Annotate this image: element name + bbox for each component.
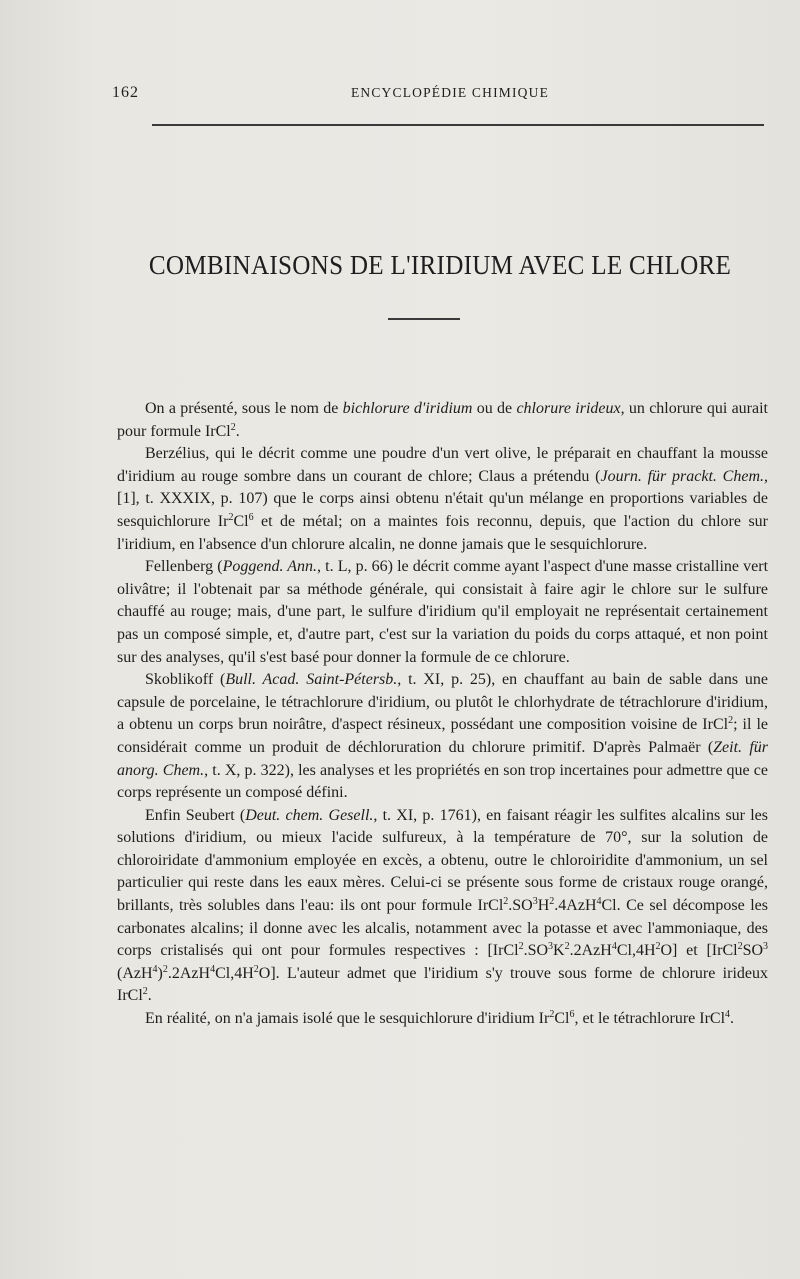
text-run: , t. L, p. 66) le décrit comme ayant l'aspect d'une masse cristalline vert olivâtre; il l'obtenait par sa méthode générale, qui consistait à faire agir le chlore sur le sulfure chauffé au rouge; mais, d'une part, le sulfure d'iridium qu'il employait ne représentait certainement pas un composé simple, et, d'autre part, c'est sur la variation du poids du corps attaqué, et non point sur des analyses, qu'il s'est basé pour donner la formule de ce chlorure. — [117, 558, 769, 666]
superscript: 2 — [564, 941, 570, 953]
text-run: K — [553, 942, 565, 960]
text-run: Skoblikoff ( — [145, 671, 226, 689]
text-run: O] et [IrCl — [660, 942, 738, 960]
superscript: 4 — [596, 896, 602, 908]
running-title: ENCYCLOPÉDIE CHIMIQUE — [350, 85, 550, 100]
paragraph-1 — [117, 398, 768, 443]
text-run: , [1], t. XXXIX, p. 107) que le corps ainsi obtenu n'était qu'un mélange en proportions variables de sesquichlorure Ir — [117, 467, 768, 530]
superscript: 4 — [210, 963, 216, 975]
body-text — [117, 398, 768, 1031]
paragraph-3 — [117, 556, 768, 669]
superscript: 3 — [532, 896, 538, 908]
superscript: 2 — [728, 715, 734, 727]
text-run: Cl. Ce sel décompose les carbonates alcalins; il donne avec les alcalis, notamment avec la potasse et avec l'ammoniaque, des corps cristalisés qui ont pour formules respectives : [IrCl — [117, 897, 768, 960]
text-run: .SO — [523, 942, 549, 960]
citation: Deut. chem. Gesell. — [245, 806, 374, 824]
superscript: 4 — [725, 1009, 731, 1021]
superscript: 4 — [152, 963, 158, 975]
text-run: En réalité, on n'a jamais isolé que le sesquichlorure d'iridium Ir — [145, 1010, 550, 1028]
superscript: 3 — [548, 941, 554, 953]
text-run: Fellenberg ( — [145, 558, 223, 576]
text-run: Enfin Seubert ( — [145, 806, 246, 824]
superscript: 4 — [611, 941, 617, 953]
paragraph-5 — [117, 805, 768, 1008]
text-run: .2AzH — [569, 942, 612, 960]
text-run: Cl — [554, 1010, 570, 1028]
citation: Zeit. für anorg. Chem. — [117, 738, 769, 779]
citation: Poggend. Ann. — [222, 558, 318, 576]
superscript: 2 — [737, 941, 743, 953]
text-run: ou de — [472, 400, 517, 417]
text-run: SO — [742, 942, 764, 960]
superscript: 2 — [518, 941, 524, 953]
text-run: Cl — [233, 512, 249, 530]
superscript: 2 — [162, 963, 168, 975]
text-run: , et le tétrachlorure IrCl — [574, 1010, 726, 1028]
superscript: 6 — [248, 511, 254, 523]
citation: Journ. für prackt. Chem. — [600, 467, 764, 485]
text-run: .SO — [508, 897, 533, 915]
text-run: On a présenté, sous le nom de — [145, 400, 343, 417]
italic-term: chlorure irideux — [516, 400, 621, 417]
text-run: . — [235, 422, 240, 440]
citation: Bull. Acad. Saint-Pétersb. — [225, 671, 398, 689]
superscript: 2 — [230, 421, 236, 433]
text-run: O]. L'auteur admet que l'iridium s'y trouve sous forme de chlorure irideux IrCl — [117, 964, 768, 1005]
header-rule — [152, 124, 764, 126]
text-run: . — [147, 987, 152, 1005]
superscript: 3 — [763, 941, 769, 953]
text-run: .4AzH — [554, 897, 597, 915]
page-number: 162 — [112, 84, 139, 101]
superscript: 6 — [569, 1009, 575, 1021]
text-run: ) — [157, 964, 163, 982]
superscript: 2 — [655, 941, 661, 953]
text-run: Cl,4H — [616, 942, 656, 960]
superscript: 2 — [142, 986, 148, 998]
running-head — [112, 84, 768, 106]
text-run: et de métal; on a maintes fois reconnu, depuis, que l'action du chlore sur l'iridium, en l'absence d'un chlorure alcalin, ne donne jamais que le sesquichlorure. — [117, 512, 768, 553]
paragraph-6 — [117, 1008, 768, 1031]
superscript: 2 — [549, 1009, 555, 1021]
text-run: H — [537, 897, 550, 915]
superscript: 2 — [253, 963, 259, 975]
text-run: , un chlorure qui aurait pour formule IrCl — [117, 400, 768, 440]
chapter-title: COMBINAISONS DE L'IRIDIUM AVEC LE CHLORE — [148, 250, 732, 280]
italic-term: bichlorure d'iridium — [342, 400, 473, 417]
superscript: 2 — [549, 896, 555, 908]
text-run: , t. XI, p. 25), en chauffant au bain de sable dans une capsule de porcelaine, le tétrachlorure d'iridium, ou plutôt le chlorhydrate de tétrachlorure d'iridium, a obtenu un corps brun noirâtre, d'aspect résineux, possédant une composition voisine de IrCl — [117, 671, 769, 734]
text-run: , t. XI, p. 1761), en faisant réagir les sulfites alcalins sur les solutions d'iridium, ou mieux l'acide sulfureux, à la température de 70°, sur la solution de chloroiridate d'ammonium employée en excès, a obtenu, outre le chloroiridite d'ammonium, un sel particulier qui reste dans les eaux mères. Celui-ci se présente sous forme de cristaux rouge orangé, brillants, très solubles dans l'eau: ils ont pour formule IrCl — [117, 806, 768, 915]
superscript: 2 — [503, 896, 509, 908]
text-run: , t. X, p. 322), les analyses et les propriétés en son trop incertaines pour admettre que ce corps représente un composé défini. — [117, 761, 768, 802]
text-run: . — [730, 1010, 735, 1028]
paragraph-2 — [117, 443, 768, 556]
title-rule — [388, 318, 460, 320]
superscript: 2 — [228, 511, 234, 523]
text-run: .2AzH — [167, 964, 211, 982]
paragraph-4 — [117, 669, 768, 805]
text-run: ; il le considérait comme un produit de déchloruration du chlorure primitif. D'après Palmaër ( — [117, 716, 768, 756]
text-run: Berzélius, qui le décrit comme une poudre d'un vert olive, le préparait en chauffant la mousse d'iridium au rouge sombre dans un courant de chlore; Claus a prétendu ( — [117, 445, 768, 485]
text-run: Cl,4H — [215, 964, 254, 982]
text-run: (AzH — [117, 964, 153, 982]
